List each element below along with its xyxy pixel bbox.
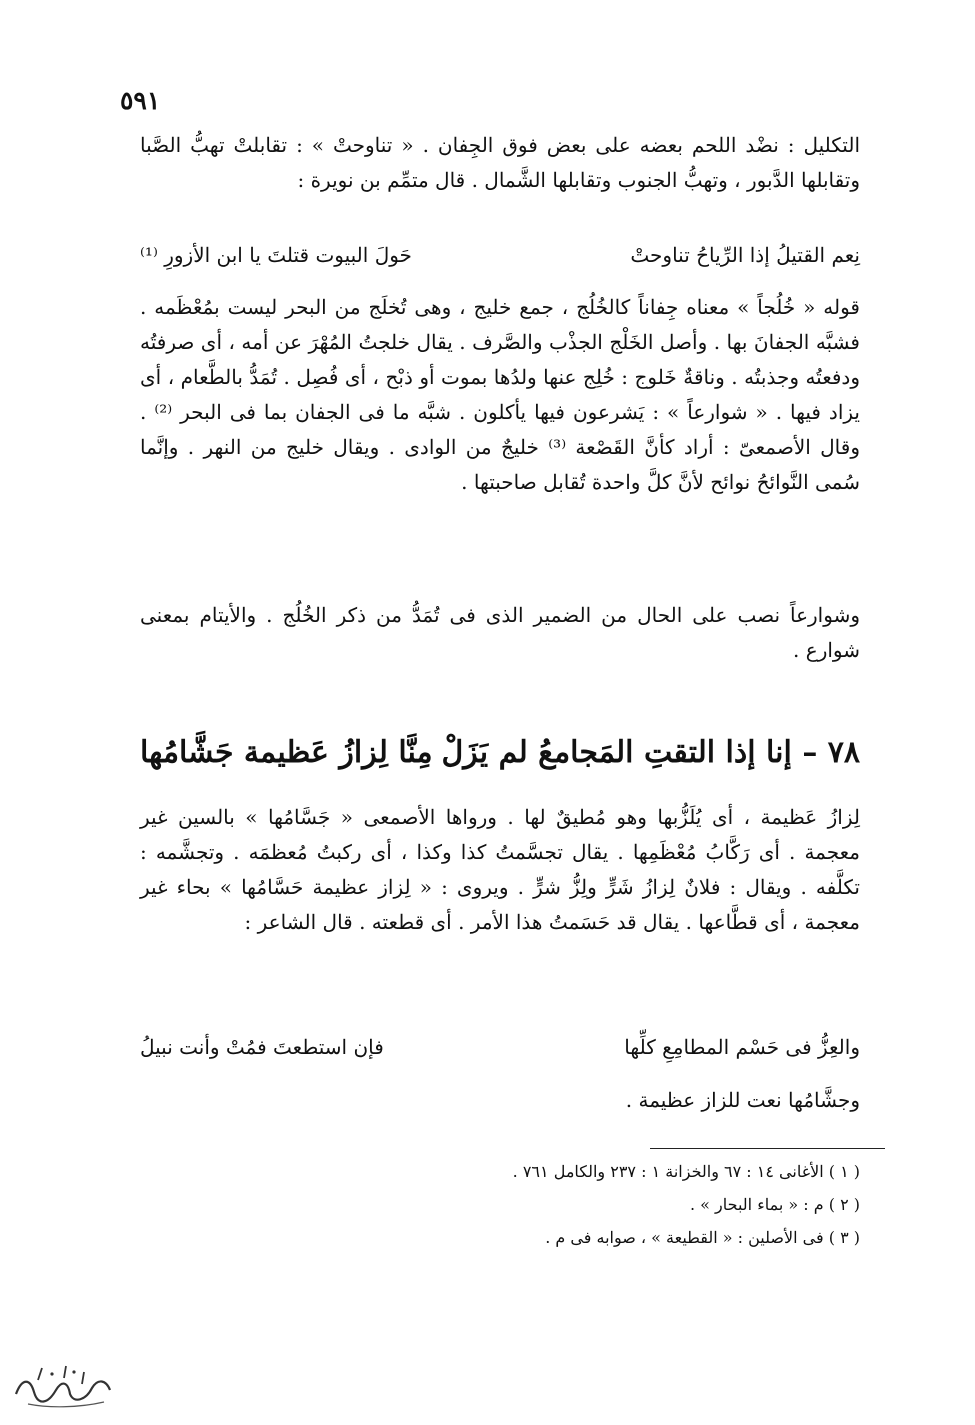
paragraph-lizaz [140, 800, 860, 940]
paragraph-shawari [140, 598, 860, 668]
verse-mutammim [140, 238, 860, 272]
paragraph-khuluj [140, 290, 860, 500]
footnotes [300, 1155, 860, 1254]
verse-second-hemistich: حَولَ البيوت قتلتَ يا ابن الأزورِ ⁽¹⁾ [140, 243, 412, 267]
verse-first-hemistich: نِعم القتيلُ إذا الرِّياحُ تناوحتْ [630, 243, 860, 267]
verse-second-hemistich: مِنَّا لِزازُ عَظيمة جَشَّامُها [140, 735, 433, 770]
verse-second-hemistich: فإن استطعتَ فمُتْ وأنت نبيلُ [140, 1035, 384, 1059]
footnote-1: ( ١ ) الأغانى ١٤ : ٦٧ والخزانة ١ : ٢٣٧ والكامل ٧٦١ . [512, 1162, 860, 1181]
verse-first-hemistich-text: إنا إذا التقتِ المَجامعُ لم يَزَلْ [441, 735, 792, 770]
footnote-divider [650, 1148, 885, 1149]
paragraph-text: التكليل : نضْد اللحم بعضه على بعض فوق الجِفان . « تناوحتْ » : تقابلتْ تهبُّ الصَّبا وتقابلها الدَّبور ، وتهبُّ الجنوب وتقابلها الشَّمال . قال متمِّم بن نويرة : [140, 133, 860, 192]
paragraph-text: وشوارعاً نصب على الحال من الضمير الذى فى تُمَدُّ من ذكر الخُلُج . والأيتام بمعنى شوارع . [140, 603, 860, 662]
footnote-2: ( ٢ ) م : « بماء البحار » . [690, 1195, 860, 1214]
paragraph-jashshamuha [140, 1083, 860, 1117]
footnote-3: ( ٣ ) فى الأصلين : « القطيعة » ، صوابه فى م . [545, 1228, 860, 1247]
verse-first-hemistich [441, 730, 860, 776]
library-stamp-logo [8, 1360, 118, 1412]
verse-poet [140, 1030, 860, 1064]
verse-number: ٧٨ – [802, 735, 860, 770]
paragraph-text: قوله « خُلُجاً » معناه جِفاناً كالخُلُج ، جمع خليج ، وهى تُخلَج من البحر ليست بمُعْظَمه . فشبَّه الجفانَ بها . وأصل الخَلْج الجذْب والصَّرف . يقال خلجتُ المُهْرَ عن أمه ، أى صرفتُه ودفعتُه وجذبتُه . وناقةٌ خَلوج : خُلِج عنها ولدُها بموت أو ذبْح ، أى فُصِل . تُمَدُّ بالطَّعام ، أى يزاد فيها . « شوارعاً » : يَشرعون فيها يأكلون . شبَّه ما فى الجفان بما فى البحر ⁽²⁾ . وقال الأصمعىّ : أراد كأنَّ القَصْعة ⁽³⁾ خليجٌ من الوادى . ويقال خليج من النهر . وإنَّما سُمى النَّوائحُ نوائح لأنَّ كلَّ واحدة تُقابل صاحبتها . [140, 295, 860, 494]
verse-first-hemistich: والعِزُّ فى حَسْم المطامِعِ كلِّها [624, 1035, 860, 1059]
paragraph-text: لِزازُ عَظيمة ، أى يُلَزُّبها وهو مُطيقٌ لها . ورواها الأصمعى « جَسَّامُها » بالسين غير معجمة . أى رَكَّابُ مُعْظَمِها . يقال تجسَّمتُ كذا وكذا ، أى ركبتُ مُعظمَه . وتجشَّمه : تكلَّفه . ويقال : فلانٌ لِزازُ شَرٍّ ولِزُّ شرٍّ . ويروى : « لِزاز عظيمة حَسَّامُها » بحاء غير معجمة ، أى قطَّاعها . يقال قد حَسَمتُ هذا الأمر . أى قطعته . قال الشاعر : [140, 805, 860, 934]
paragraph-taklil [140, 128, 860, 198]
page-number: ٥٩١ [120, 86, 161, 115]
verse-78 [140, 730, 860, 776]
paragraph-text: وجشَّامُها نعت للزاز عظيمة . [625, 1088, 860, 1112]
